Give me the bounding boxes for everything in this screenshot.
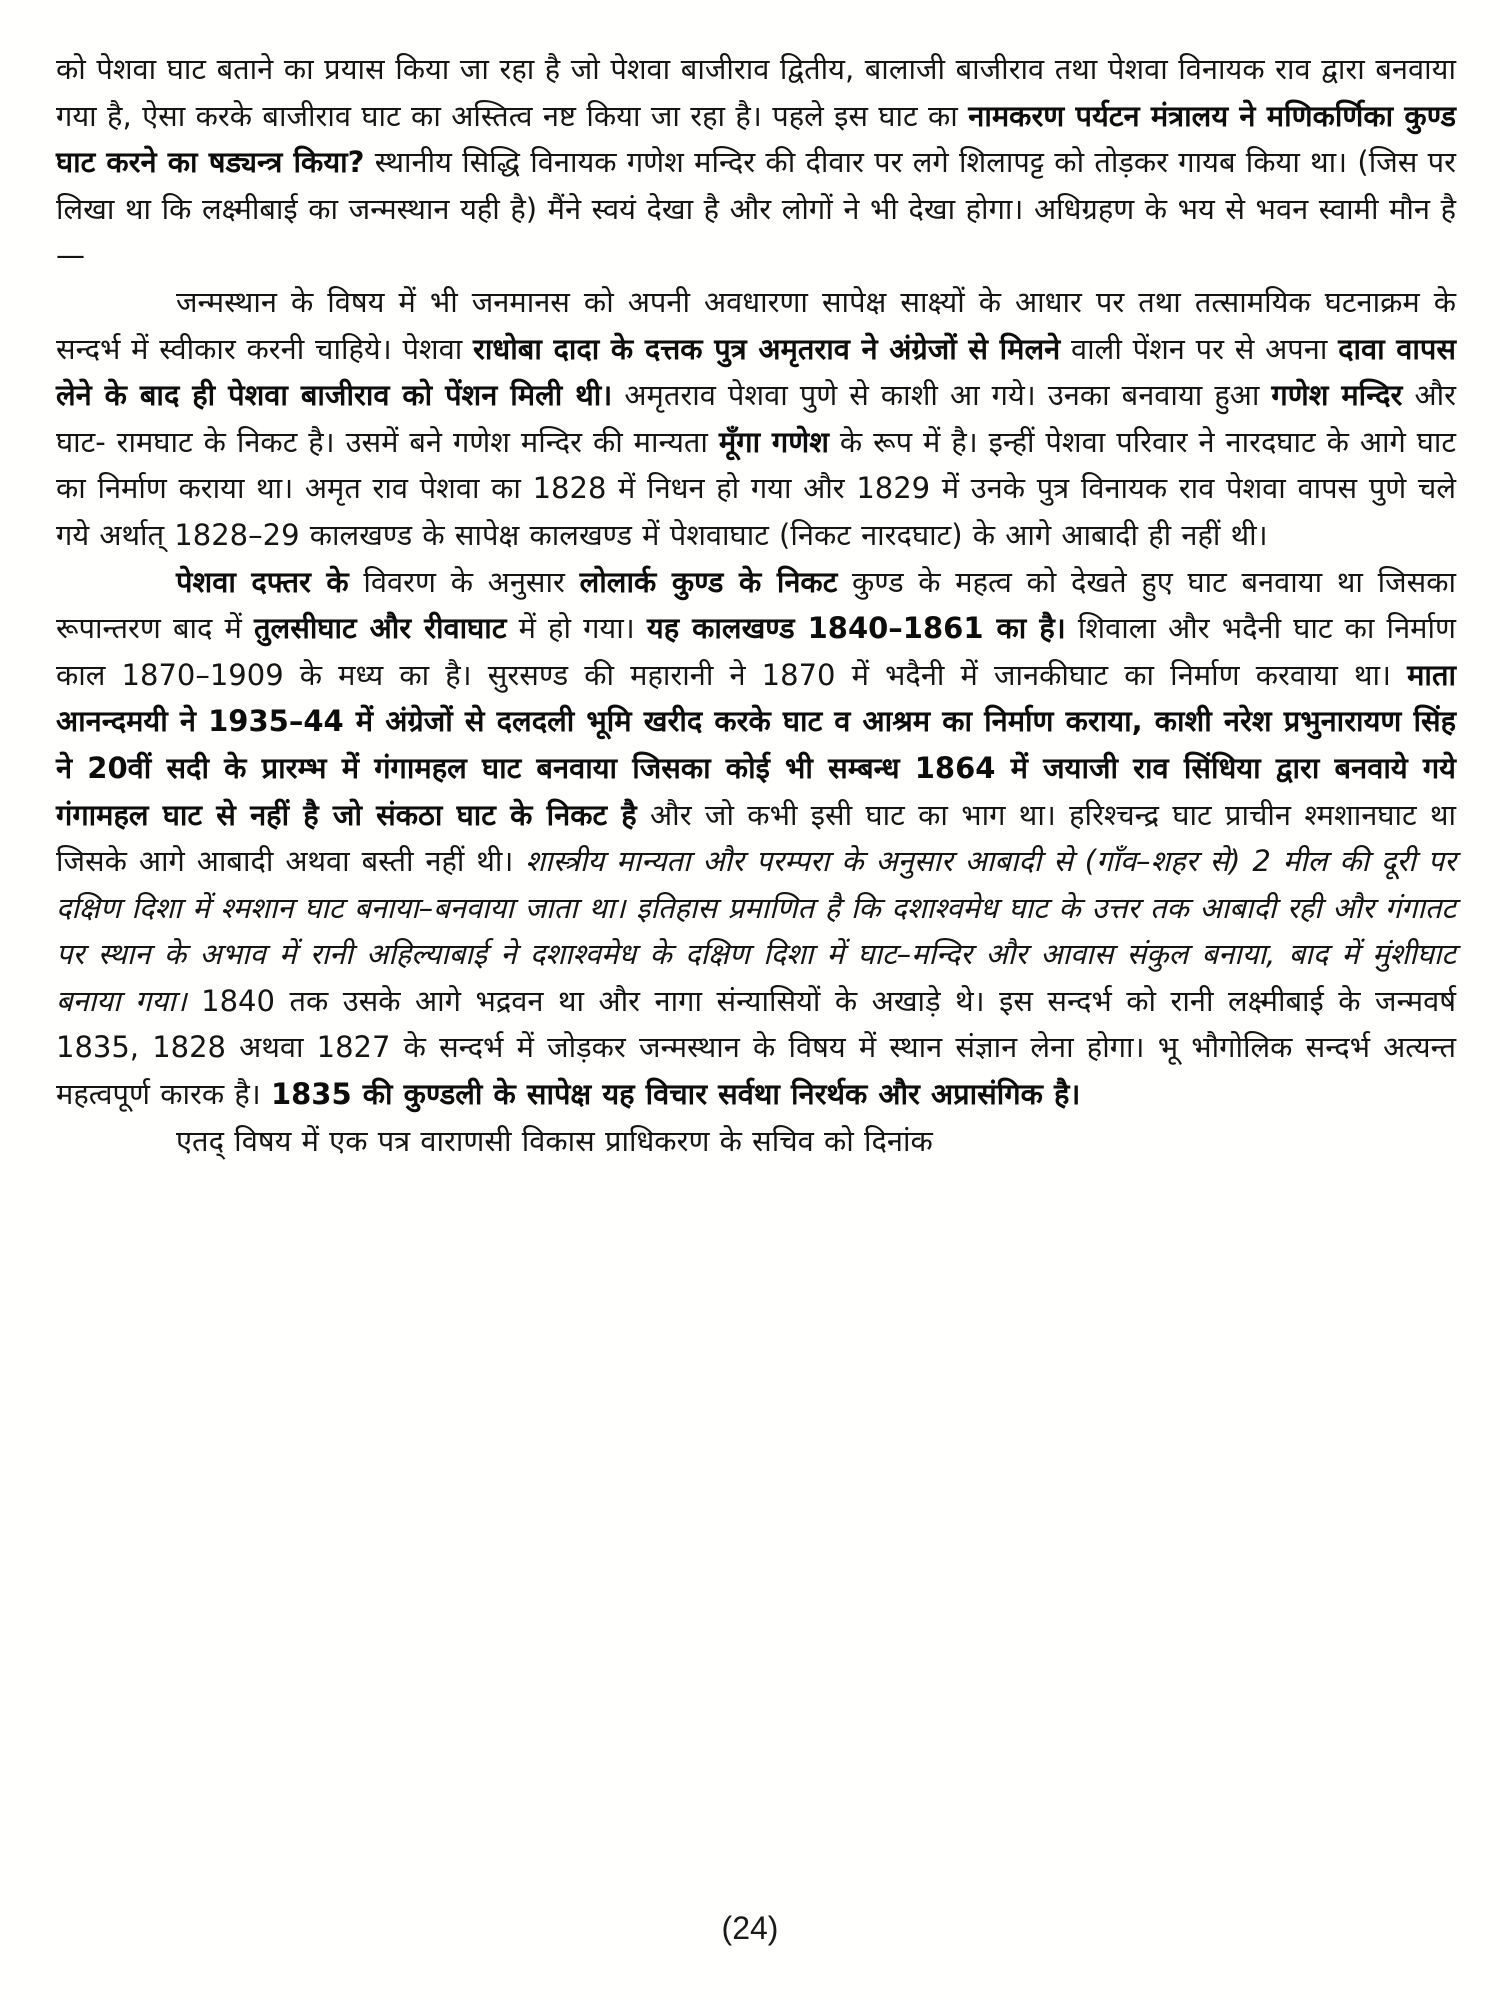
bold-text-run: यह कालखण्ड 1840–1861 का है। bbox=[646, 611, 1066, 646]
paragraph bbox=[56, 279, 1456, 559]
text-run: में हो गया। bbox=[506, 611, 647, 646]
bold-text-run: राधोबा दादा के दत्तक पुत्र अमृतराव ने अंग्रेजों से मिलने bbox=[473, 331, 1061, 366]
text-run: कुण्ड के महत्व को देखते हुए घाट बनवाया था जिसका रूपान्तरण बाद में bbox=[56, 564, 1456, 646]
text-run: स्थानीय सिद्धि विनायक गणेश मन्दिर की दीवार पर लगे शिलापट्ट को तोड़कर गायब किया था। (जिस पर लिखा था कि लक्ष्मीबाई का जन्मस्थान यही है) मैंने स्वयं देखा है और लोगों ने भी देखा होगा। अधिग्रहण के भय से भवन स्वामी मौन है— bbox=[56, 145, 1456, 273]
text-run: जन्मस्थान के विषय में भी जनमानस को अपनी अवधारणा सापेक्ष साक्ष्यों के आधार पर तथा तत्सामयिक घटनाक्रम के सन्दर्भ में स्वीकार करनी चाहिये। पेशवा bbox=[56, 284, 1456, 366]
text-run: विवरण के अनुसार bbox=[348, 564, 580, 599]
text-run: को पेशवा घाट बताने का प्रयास किया जा रहा है जो पेशवा बाजीराव द्वितीय, बालाजी बाजीराव तथा पेशवा विनायक राव द्वारा बनवाया गया है, ऐसा करके बाजीराव घाट का अस्तित्व नष्ट किया जा रहा है। पहले इस घाट का bbox=[56, 52, 1456, 133]
text-run: 1840 तक उसके आगे भद्रवन था और नागा संन्यासियों के अखाड़े थे। इस सन्दर्भ को रानी लक्ष्मीबाई के जन्मवर्ष 1835, 1828 अथवा 1827 के सन्दर्भ में जोड़कर जन्मस्थान के विषय में स्थान संज्ञान लेना होगा। भू भौगोलिक सन्दर्भ अत्यन्त महत्वपूर्ण कारक है। bbox=[56, 983, 1456, 1112]
bold-text-run: मूँगा गणेश bbox=[718, 424, 829, 459]
bold-text-run: 1835 की कुण्डली के सापेक्ष यह विचार सर्वथा निरर्थक और अप्रासंगिक है। bbox=[270, 1077, 1081, 1112]
text-run: एतद् विषय में एक पत्र वाराणसी विकास प्राधिकरण के सचिव को दिनांक bbox=[176, 1123, 933, 1158]
text-run: और घाट- रामघाट के निकट है। उसमें बने गणेश मन्दिर की मान्यता bbox=[56, 378, 1456, 459]
paragraph bbox=[56, 46, 1456, 279]
text-run: वाली पेंशन पर से अपना bbox=[1060, 331, 1339, 366]
paragraph bbox=[56, 1118, 1456, 1165]
bold-text-run: दावा वापस लेने के बाद ही पेशवा बाजीराव को पेंशन मिली थी। bbox=[56, 331, 1457, 413]
text-run: अमृतराव पेशवा पुणे से काशी आ गये। उनका बनवाया हुआ bbox=[612, 378, 1272, 413]
bold-text-run: लोलार्क कुण्ड के निकट bbox=[579, 564, 838, 599]
body-text bbox=[56, 46, 1456, 1164]
bold-text-run: गणेश मन्दिर bbox=[1271, 378, 1403, 413]
bold-text-run: नामकरण पर्यटन मंत्रालय ने मणिकर्णिका कुण्ड घाट करने का षड्यन्त्र किया? bbox=[56, 98, 1456, 180]
italic-text-run: शास्त्रीय मान्यता और परम्परा के अनुसार आबादी से (गाँव–शहर से) 2 मील की दूरी पर दक्षिण दिशा में श्मशान घाट बनाया–बनवाया जाता था। इतिहास प्रमाणित है कि दशाश्वमेध घाट के उत्तर तक आबादी रही और गंगातट पर स्थान के अभाव में रानी अहिल्याबाई ने दशाश्वमेध के दक्षिण दिशा में घाट–मन्दिर और आवास संकुल बनाया, बाद में मुंशीघाट बनाया गया। bbox=[56, 844, 1456, 1018]
bold-text-run: तुलसीघाट और रीवाघाट bbox=[254, 611, 507, 646]
bold-text-run: माता आनन्दमयी ने 1935–44 में अंग्रेजों से दलदली भूमि खरीद करके घाट व आश्रम का निर्माण कराया, काशी नरेश प्रभुनारायण सिंह ने 20वीं सदी के प्रारम्भ में गंगामहल घाट बनवाया जिसका कोई भी सम्बन्ध 1864 में जयाजी राव सिंधिया द्वारा बनवाये गये गंगामहल घाट से नहीं है जो संकठा घाट के निकट है bbox=[56, 657, 1456, 832]
paragraph bbox=[56, 559, 1456, 1118]
bold-text-run: पेशवा दफ्तर के bbox=[176, 564, 349, 599]
page-number: (24) bbox=[721, 1910, 779, 1946]
text-run: और जो कभी इसी घाट का भाग था। हरिश्चन्द्र घाट प्राचीन श्मशानघाट था जिसके आगे आबादी अथवा बस्ती नहीं थी। bbox=[56, 797, 1456, 879]
text-run: शिवाला और भदैनी घाट का निर्माण काल 1870–1909 के मध्य का है। सुरसण्ड की महारानी ने 1870 में भदैनी में जानकीघाट का निर्माण करवाया था। bbox=[56, 611, 1456, 692]
text-run: के रूप में है। इन्हीं पेशवा परिवार ने नारदघाट के आगे घाट का निर्माण कराया था। अमृत राव पेशवा का 1828 में निधन हो गया और 1829 में उनके पुत्र विनायक राव पेशवा वापस पुणे चले गये अर्थात् 1828–29 कालखण्ड के सापेक्ष कालखण्ड में पेशवाघाट (निकट नारदघाट) के आगे आबादी ही नहीं थी। bbox=[56, 424, 1457, 552]
